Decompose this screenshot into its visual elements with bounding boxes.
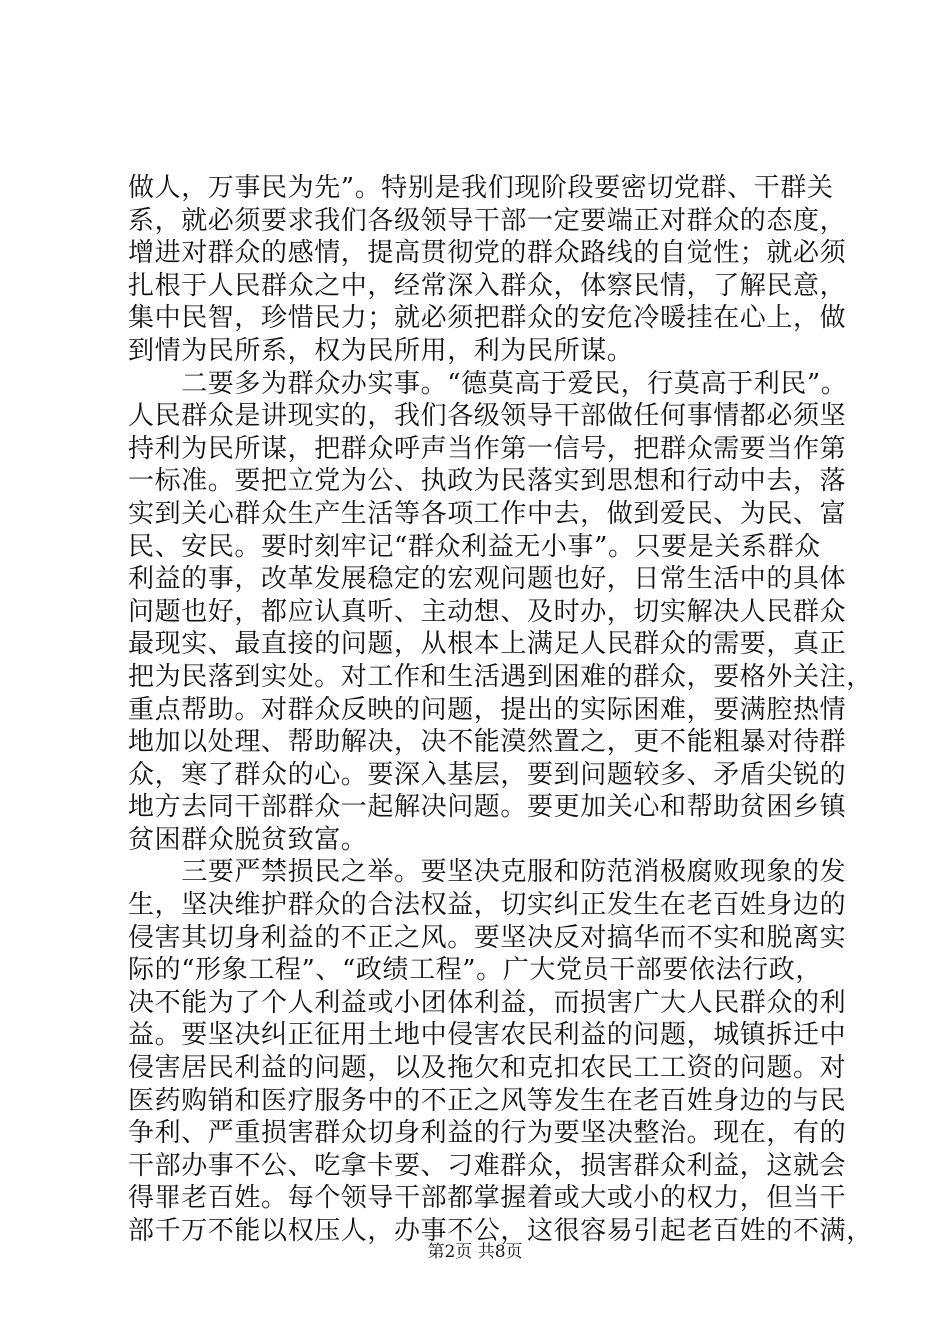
text-line: 决不能为了个人利益或小团体利益，而损害广大人民群众的利: [128, 987, 847, 1018]
page-number-footer: 第2页 共8页: [427, 1242, 523, 1262]
text-line: 集中民智，珍惜民力；就必须把群众的安危冷暖挂在心上，做: [128, 303, 847, 334]
text-line: 一标准。要把立党为公、执政为民落实到思想和行动中去，落: [128, 466, 847, 497]
text-line: 把为民落到实处。对工作和生活遇到困难的群众，要格外关注，: [128, 661, 873, 692]
text-line: 贫困群众脱贫致富。: [128, 824, 368, 855]
text-line: 众，寒了群众的心。要深入基层，要到问题较多、矛盾尖锐的: [128, 759, 847, 790]
text-line: 二要多为群众办实事。“德莫高于爱民，行莫高于利民”。: [128, 368, 848, 399]
text-line: 际的“形象工程”、“政绩工程”。广大党员干部要依法行政，: [128, 955, 822, 986]
text-line: 争利、严重损害群众切身利益的行为要坚决整治。现在，有的: [128, 1118, 847, 1149]
text-line: 干部办事不公、吃拿卡要、刁难群众，损害群众利益，这就会: [128, 1150, 847, 1181]
text-line: 问题也好，都应认真听、主动想、及时办，切实解决人民群众: [128, 596, 847, 627]
text-line: 民、安民。要时刻牢记“群众利益无小事”。只要是关系群众: [128, 531, 821, 562]
text-line: 侵害居民利益的问题，以及拖欠和克扣农民工工资的问题。对: [128, 1053, 847, 1084]
text-line: 做人，万事民为先”。特别是我们现阶段要密切党群、干群关: [128, 173, 834, 203]
text-line: 系，就必须要求我们各级领导干部一定要端正对群众的态度，: [128, 205, 847, 236]
text-line: 增进对群众的感情，提高贯彻党的群众路线的自觉性；就必须: [128, 238, 847, 269]
text-line: 重点帮助。对群众反映的问题，提出的实际困难，要满腔热情: [128, 694, 847, 725]
text-line: 人民群众是讲现实的，我们各级领导干部做任何事情都必须坚: [128, 401, 847, 432]
text-line: 到情为民所系，权为民所用，利为民所谋。: [128, 335, 634, 366]
text-line: 部千万不能以权压人，办事不公，这很容易引起老百姓的不满，: [128, 1216, 873, 1246]
text-line: 最现实、最直接的问题，从根本上满足人民群众的需要，真正: [128, 629, 847, 660]
text-line: 扎根于人民群众之中，经常深入群众，体察民情，了解民意，: [128, 270, 847, 301]
text-line: 三要严禁损民之举。要坚决克服和防范消极腐败现象的发: [128, 857, 847, 888]
text-line: 地加以处理、帮助解决，决不能漠然置之，更不能粗暴对待群: [128, 727, 847, 758]
text-line: 生，坚决维护群众的合法权益，切实纠正发生在老百姓身边的: [128, 890, 847, 921]
text-line: 益。要坚决纠正征用土地中侵害农民利益的问题，城镇拆迁中: [128, 1020, 847, 1051]
text-line: 得罪老百姓。每个领导干部都掌握着或大或小的权力，但当干: [128, 1183, 847, 1214]
text-line: 利益的事，改革发展稳定的宏观问题也好，日常生活中的具体: [128, 564, 847, 595]
text-line: 持利为民所谋，把群众呼声当作第一信号，把群众需要当作第: [128, 433, 847, 464]
text-line: 侵害其切身利益的不正之风。要坚决反对搞华而不实和脱离实: [128, 922, 847, 953]
body-text: [128, 172, 873, 1248]
text-line: 医药购销和医疗服务中的不正之风等发生在老百姓身边的与民: [128, 1085, 847, 1116]
text-line: 地方去同干部群众一起解决问题。要更加关心和帮助贫困乡镇: [128, 792, 847, 823]
text-line: 实到关心群众生产生活等各项工作中去，做到爱民、为民、富: [128, 498, 847, 529]
